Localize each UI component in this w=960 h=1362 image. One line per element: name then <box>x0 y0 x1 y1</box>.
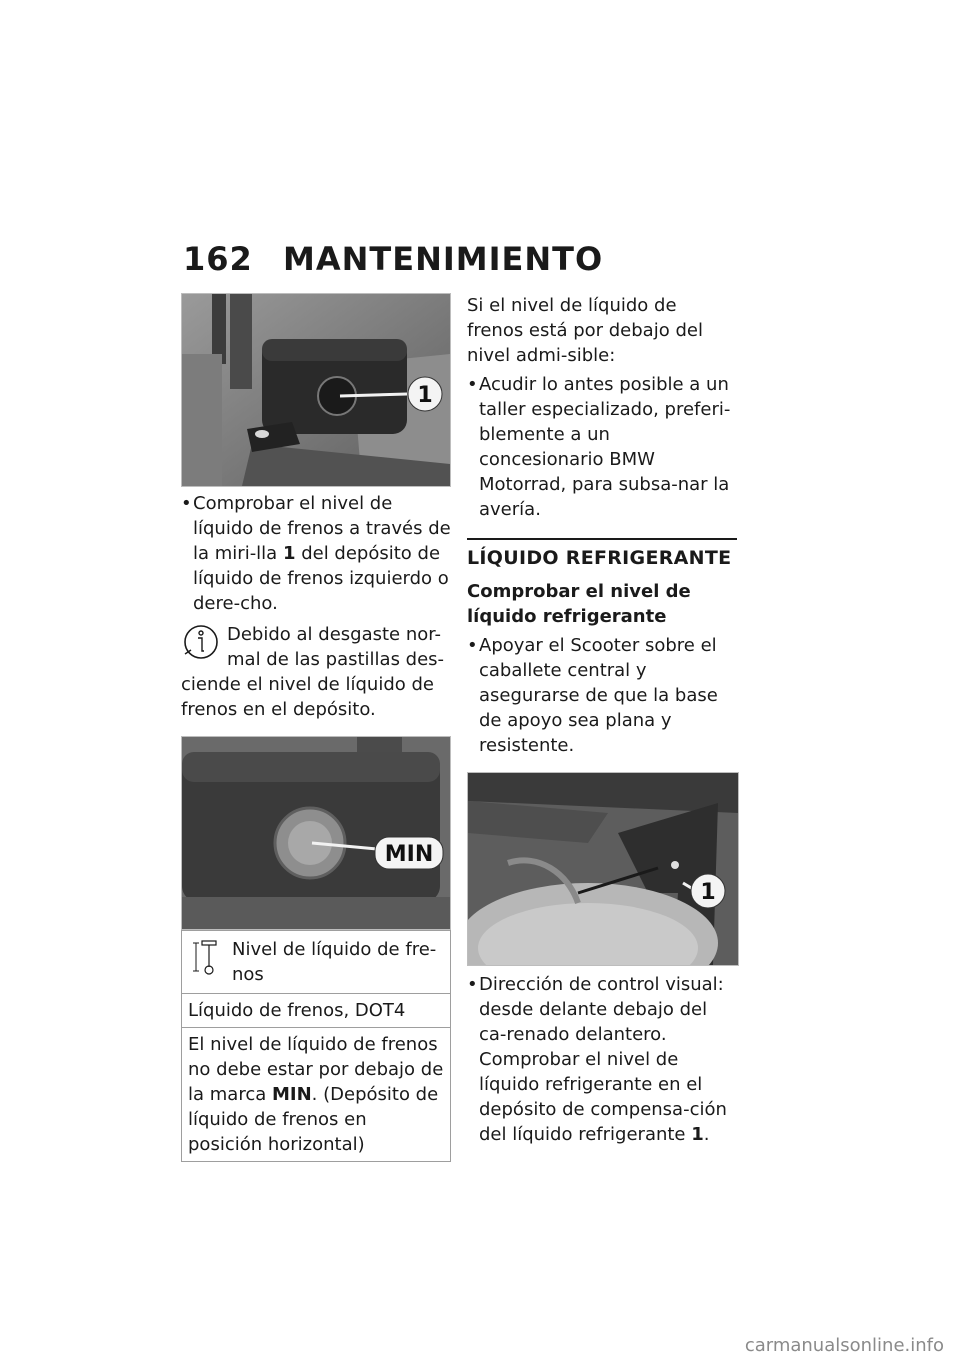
callout-1: 1 <box>700 880 716 905</box>
watermark: carmanualsonline.info <box>744 1335 944 1356</box>
spec-row-level: El nivel de líquido de frenos no debe estar por debajo de la marca MIN. (Depósito de líquido de frenos en posición horizontal) <box>188 1034 444 1155</box>
page-header <box>183 240 603 278</box>
page-number: 162 <box>183 240 253 278</box>
list-item: • Acudir lo antes posible a un taller especializado, preferi-blemente a un concesionario BMW Motorrad, para subsa-nar la avería. <box>467 372 737 522</box>
page-title: MANTENIMIENTO <box>283 240 604 278</box>
note-text: Debido al desgaste nor-mal de las pastillas des-ciende el nivel de líquido de frenos en el depósito. <box>181 624 445 720</box>
right-column <box>467 293 737 1151</box>
spec-heading-text: Nivel de líquido de fre-nos <box>232 939 437 985</box>
brake-reservoir-min-photo <box>181 736 451 930</box>
spec-heading <box>182 931 450 994</box>
info-note <box>181 622 451 722</box>
spec-row-fluid: Líquido de frenos, DOT4 <box>182 994 450 1028</box>
callout-1: 1 <box>417 383 433 408</box>
list-item: • Dirección de control visual: desde delante debajo del ca-renado delantero. Comprobar el nivel de líquido refrigerante en el depósito de compensa-ción del líquido refrigerante 1. <box>467 972 737 1147</box>
list-item: • Comprobar el nivel de líquido de frenos a través de la miri-lla 1 del depósito de líquido de frenos izquierdo o dere-cho. <box>181 491 451 616</box>
intro-text: Si el nivel de líquido de frenos está por debajo del nivel admi-sible: <box>467 295 703 366</box>
callout-min: MIN <box>384 842 434 867</box>
fluid-level-icon <box>188 937 232 977</box>
list-item: • Apoyar el Scooter sobre el caballete central y asegurarse de que la base de apoyo sea plana y resistente. <box>467 633 737 758</box>
spec-table <box>181 930 451 1162</box>
info-icon <box>181 622 219 662</box>
subheading: Comprobar el nivel de líquido refrigerante <box>467 581 691 627</box>
brake-reservoir-photo <box>181 293 451 487</box>
coolant-reservoir-photo <box>467 772 739 966</box>
section-title: LÍQUIDO REFRIGERANTE <box>467 547 732 569</box>
left-column <box>181 293 451 1162</box>
section-divider <box>467 538 737 540</box>
